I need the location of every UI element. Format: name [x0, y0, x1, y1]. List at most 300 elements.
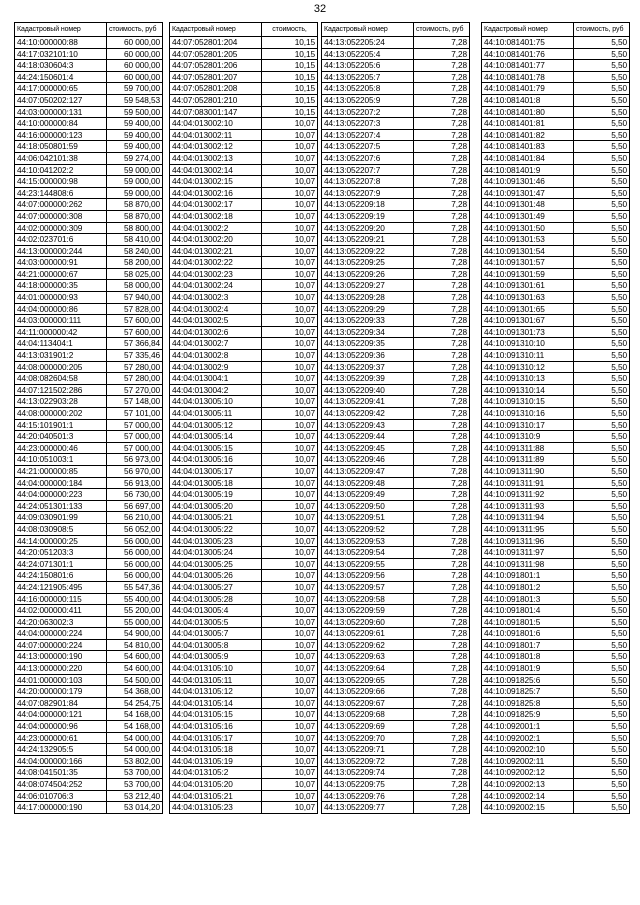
cadastral-number-cell: 44:04:013105:15 [170, 709, 262, 721]
cadastral-number-cell: 44:04:013005:24 [170, 547, 262, 559]
cadastral-number-cell: 44:24:150801:6 [15, 570, 107, 582]
table-row [322, 442, 470, 454]
table-row [15, 558, 163, 570]
cadastral-number-cell: 44:10:091825:7 [482, 686, 574, 698]
cost-cell: 59 400,00 [107, 129, 163, 141]
table-row [482, 697, 630, 709]
table-row [482, 118, 630, 130]
table-row [170, 268, 318, 280]
cost-cell: 10,07 [262, 187, 318, 199]
cadastral-number-cell: 44:13:052209:68 [322, 709, 414, 721]
cadastral-number-cell: 44:10:091301:48 [482, 199, 574, 211]
table-row [322, 303, 470, 315]
table-row [170, 697, 318, 709]
cost-cell: 5,50 [574, 37, 630, 49]
cadastral-number-cell: 44:13:052205:24 [322, 37, 414, 49]
cadastral-number-cell: 44:10:000000:88 [15, 37, 107, 49]
cost-cell: 10,07 [262, 674, 318, 686]
cost-cell: 5,50 [574, 755, 630, 767]
cadastral-number-cell: 44:13:052209:51 [322, 512, 414, 524]
table-row [322, 744, 470, 756]
cost-cell: 54 600,00 [107, 651, 163, 663]
cost-cell: 5,50 [574, 639, 630, 651]
table-row [322, 326, 470, 338]
table-row [482, 338, 630, 350]
table-row [322, 732, 470, 744]
cadastral-number-cell: 44:10:091310:14 [482, 384, 574, 396]
table-row [322, 581, 470, 593]
table-row [170, 187, 318, 199]
table-row [482, 686, 630, 698]
cost-cell: 10,07 [262, 547, 318, 559]
cadastral-number-cell: 44:04:013105:21 [170, 790, 262, 802]
cost-cell: 57 366,84 [107, 338, 163, 350]
cadastral-number-cell: 44:10:081401:77 [482, 60, 574, 72]
table-row [482, 408, 630, 420]
cadastral-number-cell: 44:07:121502:286 [15, 384, 107, 396]
cost-cell: 5,50 [574, 129, 630, 141]
cadastral-number-cell: 44:08:041501:35 [15, 767, 107, 779]
cost-cell: 5,50 [574, 431, 630, 443]
table-row [322, 48, 470, 60]
cadastral-number-header: Кадастровый номер [482, 23, 574, 37]
table-row [322, 384, 470, 396]
table-row [170, 605, 318, 617]
table-row [482, 141, 630, 153]
table-row [322, 94, 470, 106]
cadastral-number-cell: 44:04:013002:23 [170, 268, 262, 280]
cadastral-number-cell: 44:10:091310:10 [482, 338, 574, 350]
cost-cell: 7,28 [414, 593, 470, 605]
cadastral-number-cell: 44:04:013002:9 [170, 361, 262, 373]
table-row [322, 547, 470, 559]
cost-cell: 59 274,00 [107, 152, 163, 164]
cost-cell: 7,28 [414, 709, 470, 721]
table-row [482, 651, 630, 663]
cadastral-number-cell: 44:10:091301:59 [482, 268, 574, 280]
cost-cell: 5,50 [574, 802, 630, 814]
cadastral-number-cell: 44:10:081401:75 [482, 37, 574, 49]
cost-cell: 7,28 [414, 280, 470, 292]
cadastral-number-cell: 44:13:052209:49 [322, 489, 414, 501]
table-row [170, 315, 318, 327]
table-row [170, 118, 318, 130]
cost-cell: 57 270,00 [107, 384, 163, 396]
cost-cell: 10,07 [262, 732, 318, 744]
table-row [322, 686, 470, 698]
cadastral-number-cell: 44:10:091825:6 [482, 674, 574, 686]
cadastral-number-cell: 44:24:132905:5 [15, 744, 107, 756]
cost-cell: 5,50 [574, 558, 630, 570]
cadastral-number-cell: 44:13:052209:57 [322, 581, 414, 593]
cadastral-number-cell: 44:10:081401:81 [482, 118, 574, 130]
table-header-row [170, 23, 318, 37]
cadastral-number-cell: 44:06:042101:38 [15, 152, 107, 164]
cost-cell: 7,28 [414, 570, 470, 582]
cost-cell: 7,28 [414, 767, 470, 779]
cadastral-number-cell: 44:07:052801:208 [170, 83, 262, 95]
table-row [482, 605, 630, 617]
cost-cell: 10,07 [262, 245, 318, 257]
cost-cell: 5,50 [574, 71, 630, 83]
cost-cell: 7,28 [414, 350, 470, 362]
table-row [15, 280, 163, 292]
table-row [15, 709, 163, 721]
cadastral-number-cell: 44:10:091311:95 [482, 523, 574, 535]
cadastral-number-cell: 44:10:091310:17 [482, 419, 574, 431]
table-row [15, 512, 163, 524]
table-row [322, 199, 470, 211]
cost-cell: 7,28 [414, 535, 470, 547]
table-row [482, 732, 630, 744]
table-row [15, 315, 163, 327]
cadastral-number-cell: 44:04:000000:86 [15, 303, 107, 315]
cadastral-number-cell: 44:10:092002:14 [482, 790, 574, 802]
cadastral-number-cell: 44:04:013002:10 [170, 118, 262, 130]
table-row [322, 628, 470, 640]
table-row [322, 431, 470, 443]
cadastral-number-cell: 44:21:000000:67 [15, 268, 107, 280]
table-row [170, 419, 318, 431]
cadastral-number-cell: 44:04:013005:8 [170, 639, 262, 651]
cost-cell: 10,07 [262, 605, 318, 617]
cost-cell: 5,50 [574, 326, 630, 338]
cost-cell: 7,28 [414, 268, 470, 280]
cost-cell: 5,50 [574, 744, 630, 756]
cost-cell: 5,50 [574, 779, 630, 791]
cost-cell: 7,28 [414, 245, 470, 257]
cadastral-number-cell: 44:03:000000:111 [15, 315, 107, 327]
cost-cell: 7,28 [414, 500, 470, 512]
table-row [170, 141, 318, 153]
cost-cell: 5,50 [574, 767, 630, 779]
cost-cell: 56 000,00 [107, 558, 163, 570]
table-row [170, 767, 318, 779]
cost-cell: 10,15 [262, 83, 318, 95]
table-row [482, 628, 630, 640]
table-row [482, 257, 630, 269]
cost-cell: 5,50 [574, 315, 630, 327]
cost-cell: 5,50 [574, 442, 630, 454]
cadastral-number-cell: 44:04:013005:23 [170, 535, 262, 547]
cadastral-number-cell: 44:13:052209:40 [322, 384, 414, 396]
cost-cell: 7,28 [414, 326, 470, 338]
cadastral-number-cell: 44:13:022903:28 [15, 396, 107, 408]
cadastral-number-cell: 44:04:013002:6 [170, 326, 262, 338]
cost-cell: 58 240,00 [107, 245, 163, 257]
table-row [15, 535, 163, 547]
table-row [482, 176, 630, 188]
cadastral-number-cell: 44:23:144808:6 [15, 187, 107, 199]
cost-cell: 58 200,00 [107, 257, 163, 269]
cadastral-number-cell: 44:10:081401:84 [482, 152, 574, 164]
cost-cell: 5,50 [574, 210, 630, 222]
cadastral-number-cell: 44:17:000000:65 [15, 83, 107, 95]
cost-cell: 7,28 [414, 721, 470, 733]
cost-cell: 7,28 [414, 338, 470, 350]
table-row [170, 83, 318, 95]
cost-cell: 5,50 [574, 500, 630, 512]
table-row [15, 802, 163, 814]
cadastral-number-cell: 44:18:050801:59 [15, 141, 107, 153]
table-row [170, 152, 318, 164]
table-row [170, 257, 318, 269]
cadastral-number-cell: 44:04:013002:7 [170, 338, 262, 350]
table-row [170, 674, 318, 686]
table-row [15, 338, 163, 350]
cost-cell: 7,28 [414, 292, 470, 304]
cadastral-number-cell: 44:04:013002:2 [170, 222, 262, 234]
table-row [482, 477, 630, 489]
cost-cell: 7,28 [414, 465, 470, 477]
cadastral-number-cell: 44:16:000000:123 [15, 129, 107, 141]
cost-cell: 10,07 [262, 408, 318, 420]
cadastral-number-cell: 44:10:091310:11 [482, 350, 574, 362]
cadastral-number-cell: 44:13:052205:7 [322, 71, 414, 83]
cost-cell: 7,28 [414, 118, 470, 130]
cost-cell: 7,28 [414, 674, 470, 686]
cost-cell: 10,07 [262, 465, 318, 477]
table-row [322, 315, 470, 327]
cadastral-number-cell: 44:10:091301:67 [482, 315, 574, 327]
cost-cell: 7,28 [414, 454, 470, 466]
cadastral-number-cell: 44:13:052209:66 [322, 686, 414, 698]
table-row [15, 779, 163, 791]
table-row [322, 512, 470, 524]
cadastral-number-cell: 44:16:000000:115 [15, 593, 107, 605]
cost-cell: 5,50 [574, 338, 630, 350]
cost-cell: 7,28 [414, 523, 470, 535]
table-row [170, 106, 318, 118]
table-row [322, 60, 470, 72]
cost-cell: 7,28 [414, 442, 470, 454]
cadastral-number-cell: 44:04:013002:13 [170, 152, 262, 164]
table-row [15, 141, 163, 153]
cost-cell: 60 000,00 [107, 71, 163, 83]
cadastral-number-cell: 44:10:092002:13 [482, 779, 574, 791]
cost-cell: 10,07 [262, 512, 318, 524]
table-row [15, 210, 163, 222]
cost-cell: 10,07 [262, 593, 318, 605]
cadastral-number-cell: 44:13:052209:20 [322, 222, 414, 234]
table-row [322, 558, 470, 570]
cadastral-number-cell: 44:21:000000:85 [15, 465, 107, 477]
cadastral-number-cell: 44:13:052209:71 [322, 744, 414, 756]
table-row [322, 141, 470, 153]
cost-cell: 5,50 [574, 697, 630, 709]
table-row [15, 268, 163, 280]
cadastral-number-cell: 44:13:052209:19 [322, 210, 414, 222]
cost-cell: 7,28 [414, 802, 470, 814]
cost-cell: 58 000,00 [107, 280, 163, 292]
table-row [322, 152, 470, 164]
table-row [170, 779, 318, 791]
table-row [15, 628, 163, 640]
cost-cell: 10,07 [262, 280, 318, 292]
cadastral-number-cell: 44:13:052209:27 [322, 280, 414, 292]
cost-cell: 7,28 [414, 489, 470, 501]
table-row [15, 396, 163, 408]
cadastral-number-cell: 44:04:013005:11 [170, 408, 262, 420]
cost-cell: 7,28 [414, 257, 470, 269]
table-row [322, 489, 470, 501]
table-row [15, 767, 163, 779]
cadastral-number-cell: 44:10:091301:49 [482, 210, 574, 222]
cadastral-number-cell: 44:23:000000:61 [15, 732, 107, 744]
table-row [482, 280, 630, 292]
cost-cell: 10,07 [262, 176, 318, 188]
table-row [170, 129, 318, 141]
cadastral-number-cell: 44:10:051003:1 [15, 454, 107, 466]
cost-cell: 10,15 [262, 37, 318, 49]
cost-cell: 10,07 [262, 686, 318, 698]
cost-cell: 10,07 [262, 570, 318, 582]
table-row [482, 465, 630, 477]
table-row [15, 222, 163, 234]
cost-cell: 7,28 [414, 37, 470, 49]
table-row [322, 257, 470, 269]
cadastral-number-cell: 44:07:000000:308 [15, 210, 107, 222]
cost-cell: 7,28 [414, 697, 470, 709]
table-row [15, 442, 163, 454]
cadastral-number-cell: 44:10:091310:16 [482, 408, 574, 420]
cost-cell: 5,50 [574, 419, 630, 431]
table-row [322, 210, 470, 222]
cost-cell: 60 000,00 [107, 37, 163, 49]
table-row [15, 292, 163, 304]
table-row [170, 489, 318, 501]
cost-cell: 58 410,00 [107, 234, 163, 246]
cost-cell: 57 000,00 [107, 431, 163, 443]
cadastral-number-cell: 44:13:052209:76 [322, 790, 414, 802]
table-row [482, 512, 630, 524]
table-row [482, 674, 630, 686]
table-row [482, 303, 630, 315]
table-row [15, 106, 163, 118]
table-row [170, 663, 318, 675]
table-row [170, 558, 318, 570]
table-row [15, 234, 163, 246]
cadastral-number-cell: 44:10:092002:15 [482, 802, 574, 814]
cost-cell: 10,07 [262, 373, 318, 385]
table-row [170, 176, 318, 188]
cadastral-number-cell: 44:04:013002:18 [170, 210, 262, 222]
table-row [170, 535, 318, 547]
cadastral-number-cell: 44:04:000000:121 [15, 709, 107, 721]
cadastral-number-cell: 44:18:000000:35 [15, 280, 107, 292]
cost-cell: 10,07 [262, 442, 318, 454]
cost-table-3 [321, 22, 470, 814]
cost-cell: 60 000,00 [107, 60, 163, 72]
cost-cell: 10,07 [262, 152, 318, 164]
cadastral-number-cell: 44:04:013005:16 [170, 454, 262, 466]
cadastral-number-cell: 44:04:013105:23 [170, 802, 262, 814]
table-row [15, 581, 163, 593]
table-row [482, 234, 630, 246]
table-row [170, 280, 318, 292]
table-row [15, 465, 163, 477]
cadastral-number-cell: 44:20:051203:3 [15, 547, 107, 559]
cost-cell: 59 548,53 [107, 94, 163, 106]
cost-cell: 7,28 [414, 373, 470, 385]
table-row [15, 663, 163, 675]
cost-cell: 10,07 [262, 523, 318, 535]
cost-cell: 5,50 [574, 384, 630, 396]
cadastral-number-cell: 44:01:000000:93 [15, 292, 107, 304]
cadastral-number-cell: 44:10:081401:82 [482, 129, 574, 141]
table-row [15, 94, 163, 106]
cadastral-number-cell: 44:02:023701:6 [15, 234, 107, 246]
cadastral-number-cell: 44:10:091801:2 [482, 581, 574, 593]
cost-cell: 5,50 [574, 234, 630, 246]
cost-cell: 5,50 [574, 674, 630, 686]
table-row [322, 350, 470, 362]
table-row [482, 454, 630, 466]
table-row [15, 489, 163, 501]
cost-cell: 7,28 [414, 605, 470, 617]
cost-cell: 10,07 [262, 489, 318, 501]
cadastral-number-cell: 44:04:013005:20 [170, 500, 262, 512]
cost-cell: 10,15 [262, 60, 318, 72]
cost-cell: 10,07 [262, 767, 318, 779]
cost-cell: 56 210,00 [107, 512, 163, 524]
cadastral-number-cell: 44:04:013004:2 [170, 384, 262, 396]
table-row [170, 384, 318, 396]
cost-cell: 56 730,00 [107, 489, 163, 501]
table-row [15, 164, 163, 176]
table-row [482, 558, 630, 570]
table-row [15, 71, 163, 83]
table-row [322, 83, 470, 95]
table-row [322, 338, 470, 350]
cost-cell: 10,15 [262, 106, 318, 118]
cadastral-number-cell: 44:04:013005:21 [170, 512, 262, 524]
cadastral-number-cell: 44:04:013105:20 [170, 779, 262, 791]
table-row [170, 593, 318, 605]
table-row [322, 245, 470, 257]
table-row [15, 303, 163, 315]
cadastral-number-cell: 44:04:013005:18 [170, 477, 262, 489]
cadastral-number-cell: 44:10:091301:54 [482, 245, 574, 257]
cadastral-number-cell: 44:10:091310:13 [482, 373, 574, 385]
table-row [322, 570, 470, 582]
table-row [15, 37, 163, 49]
cost-cell: 57 280,00 [107, 373, 163, 385]
cadastral-number-cell: 44:17:000000:190 [15, 802, 107, 814]
table-row [15, 790, 163, 802]
cost-cell: 10,07 [262, 477, 318, 489]
cost-cell: 53 212,40 [107, 790, 163, 802]
cadastral-number-cell: 44:13:052209:65 [322, 674, 414, 686]
cadastral-number-cell: 44:04:013105:19 [170, 755, 262, 767]
cost-cell: 10,07 [262, 199, 318, 211]
cadastral-number-cell: 44:13:052209:41 [322, 396, 414, 408]
cadastral-number-cell: 44:04:013005:19 [170, 489, 262, 501]
table-row [482, 639, 630, 651]
table-row [482, 292, 630, 304]
cadastral-number-cell: 44:04:013005:5 [170, 616, 262, 628]
cadastral-number-cell: 44:13:052209:62 [322, 639, 414, 651]
table-row [482, 802, 630, 814]
cost-table-4 [481, 22, 630, 814]
cadastral-number-cell: 44:07:000000:262 [15, 199, 107, 211]
cadastral-number-cell: 44:10:091801:7 [482, 639, 574, 651]
cadastral-number-cell: 44:13:031901:2 [15, 350, 107, 362]
cost-cell: 10,07 [262, 315, 318, 327]
cost-cell: 10,07 [262, 338, 318, 350]
table-row [15, 686, 163, 698]
cost-cell: 57 101,00 [107, 408, 163, 420]
